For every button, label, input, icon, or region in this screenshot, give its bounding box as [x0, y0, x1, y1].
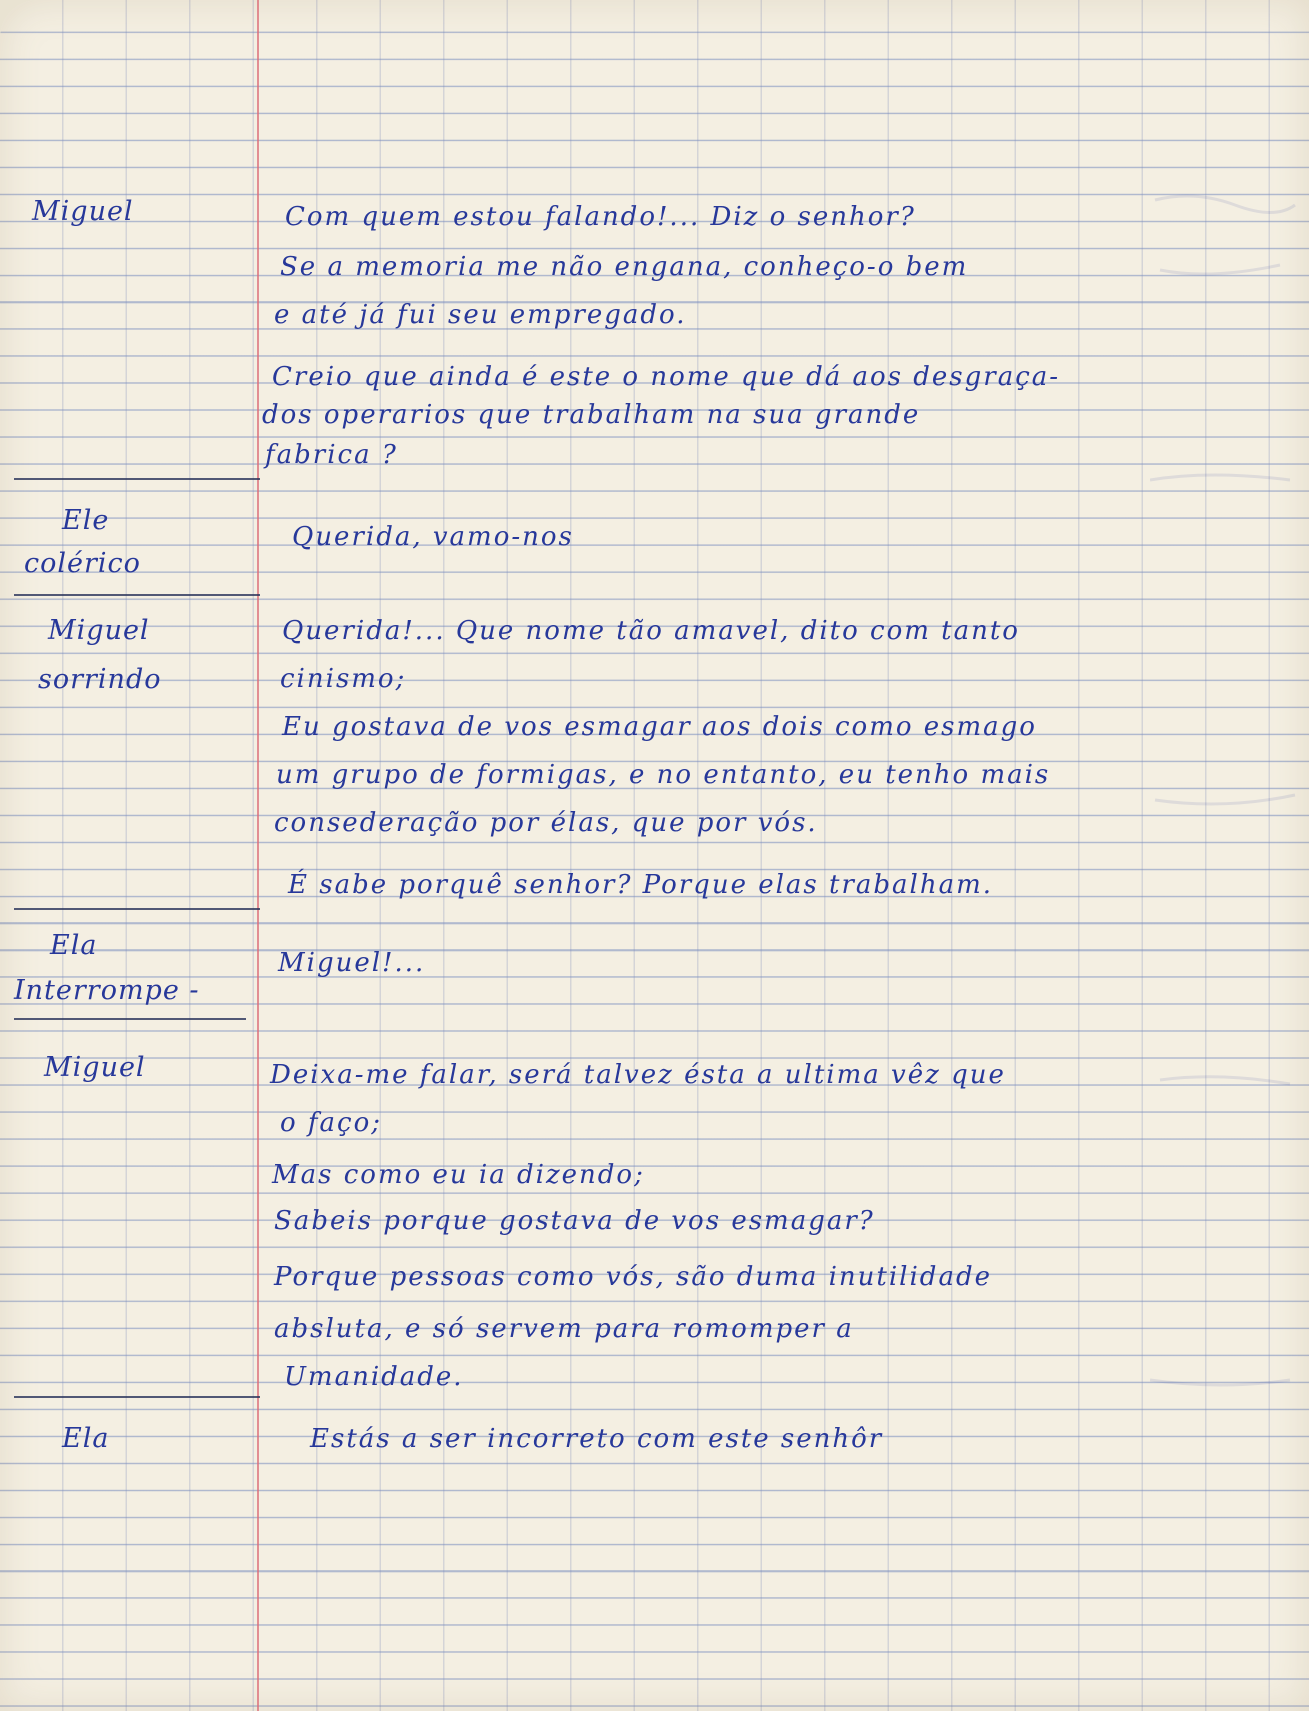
separator-rule — [14, 908, 260, 910]
dialogue-line: Querida!... Que nome tão amavel, dito com tanto — [282, 616, 1020, 646]
dialogue-line: e até já fui seu empregado. — [274, 300, 687, 330]
speaker-label: Miguel — [48, 615, 150, 646]
separator-rule — [14, 594, 260, 596]
dialogue-line: Com quem estou falando!... Diz o senhor? — [285, 202, 916, 232]
dialogue-line: Porque pessoas como vós, são duma inutilidade — [274, 1262, 992, 1292]
dialogue-line: É sabe porquê senhor? Porque elas trabalham. — [288, 870, 994, 900]
margin-line — [257, 0, 259, 1711]
separator-rule — [14, 478, 260, 480]
dialogue-line: consederação por élas, que por vós. — [274, 808, 818, 838]
dialogue-line: Creio que ainda é este o nome que dá aos desgraça- — [272, 362, 1061, 392]
dialogue-line: Se a memoria me não engana, conheço-o bem — [280, 252, 969, 282]
dialogue-line: cinismo; — [280, 664, 407, 694]
dialogue-line: Umanidade. — [284, 1362, 464, 1392]
speaker-label: Ele — [62, 505, 110, 536]
speaker-direction: Interrompe - — [14, 975, 200, 1006]
dialogue-line: absluta, e só servem para romomper a — [274, 1314, 854, 1344]
dialogue-line: fabrica ? — [265, 440, 398, 470]
speaker-direction: sorrindo — [38, 664, 162, 695]
speaker-label: Ela — [50, 930, 98, 961]
dialogue-line: Deixa-me falar, será talvez ésta a ultima vêz que — [270, 1060, 1006, 1090]
dialogue-line: Eu gostava de vos esmagar aos dois como esmago — [282, 712, 1037, 742]
dialogue-line: dos operarios que trabalham na sua grande — [262, 400, 921, 430]
speaker-label: Miguel — [32, 196, 134, 227]
speaker-label: Ela — [62, 1423, 110, 1454]
dialogue-line: Sabeis porque gostava de vos esmagar? — [274, 1206, 875, 1236]
separator-rule — [14, 1018, 246, 1020]
dialogue-line: Mas como eu ia dizendo; — [272, 1160, 645, 1190]
bleed-through-ink — [1150, 180, 1300, 1560]
dialogue-line: Miguel!... — [278, 948, 426, 978]
dialogue-line: um grupo de formigas, e no entanto, eu tenho mais — [276, 760, 1051, 790]
dialogue-line: o faço; — [280, 1108, 383, 1138]
dialogue-line: Querida, vamo-nos — [292, 522, 574, 552]
speaker-direction: colérico — [24, 548, 141, 579]
dialogue-line: Estás a ser incorreto com este senhôr — [310, 1424, 884, 1454]
separator-rule — [14, 1396, 260, 1398]
speaker-label: Miguel — [44, 1052, 146, 1083]
